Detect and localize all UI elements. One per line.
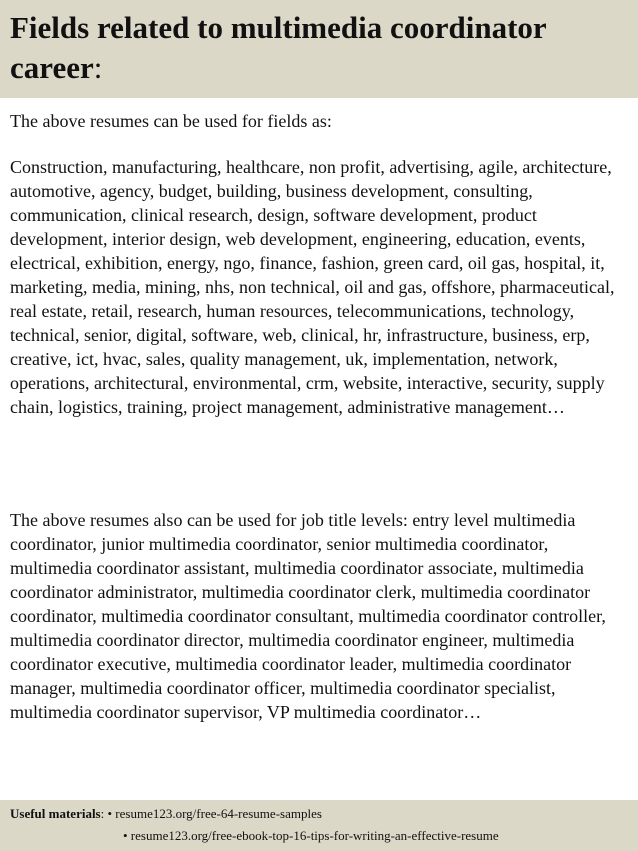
intro-block: [10, 109, 632, 133]
resource-link-ebook-tips[interactable]: • resume123.org/free-ebook-top-16-tips-for-writing-an-effective-resume: [123, 828, 499, 843]
header-band: [0, 0, 638, 98]
footer-band: [0, 800, 638, 851]
page-title-colon: :: [93, 50, 103, 85]
useful-materials-label: Useful materials: [10, 806, 101, 821]
resource-link-resume-samples[interactable]: • resume123.org/free-64-resume-samples: [107, 806, 322, 821]
levels-block: [10, 508, 634, 724]
intro-text: The above resumes can be used for fields as:: [10, 111, 332, 131]
fields-list-text: Construction, manufacturing, healthcare, non profit, advertising, agile, architecture, automotive, agency, budget, building, business development, consulting, communication, clinical research, design, software development, product development, interior design, web development, engineering, education, events, electrical, exhibition, energy, ngo, finance, fashion, green card, oil gas, hospital, it, marketing, media, mining, nhs, non technical, oil and gas, offshore, pharmaceutical, real estate, retail, research, human resources, telecommunications, technology, technical, senior, digital, software, web, clinical, hr, infrastructure, business, erp, creative, ict, hvac, sales, quality management, uk, implementation, network, operations, architectural, environmental, crm, website, interactive, security, supply chain, logistics, training, project management, administrative management…: [10, 157, 615, 417]
page-title: [10, 8, 628, 88]
useful-materials-separator: :: [100, 806, 108, 821]
job-levels-text: The above resumes also can be used for job title levels: entry level multimedia coordinator, junior multimedia coordinator, senior multimedia coordinator, multimedia coordinator assistant, multimedia coordinator associate, multimedia coordinator administrator, multimedia coordinator clerk, multimedia coordinator coordinator, multimedia coordinator consultant, multimedia coordinator controller, multimedia coordinator director, multimedia coordinator engineer, multimedia coordinator executive, multimedia coordinator leader, multimedia coordinator manager, multimedia coordinator officer, multimedia coordinator specialist, multimedia coordinator supervisor, VP multimedia coordinator…: [10, 510, 606, 722]
footer-row-1: [10, 803, 628, 825]
fields-block: [10, 155, 634, 419]
footer-row-2: [10, 825, 628, 847]
page-title-text: Fields related to multimedia coordinator career: [10, 10, 547, 85]
